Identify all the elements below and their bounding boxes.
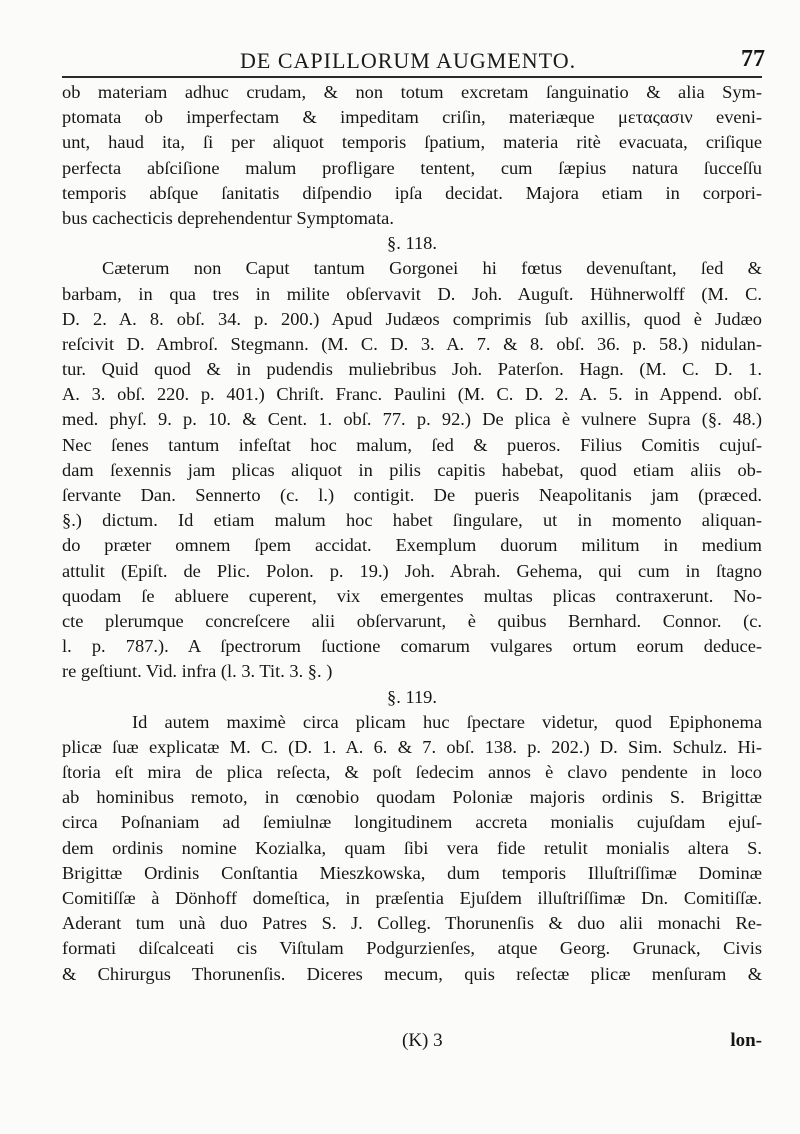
page-footer bbox=[62, 1030, 762, 1060]
page-header bbox=[60, 44, 765, 74]
text-line: plicæ ſuæ explicatæ M. C. (D. 1. A. 6. & 7. obſ. 138. p. 202.) D. Sim. Schulz. Hi- bbox=[62, 736, 762, 757]
text-line: A. 3. obſ. 220. p. 401.) Chriſt. Franc. Paulini (M. C. D. 2. A. 5. in Append. obſ. bbox=[62, 384, 762, 405]
text-line: perfecta abſciſione malum profligare tentent, cum ſæpius natura ſucceſſu bbox=[62, 157, 762, 178]
section-heading: §. 118. bbox=[387, 233, 437, 254]
text-line: tur. Quid quod & in pudendis muliebribus Joh. Paterſon. Hagn. (M. C. D. 1. bbox=[62, 359, 762, 380]
text-line: cte plerumque concreſcere alii obſervarunt, è quibus Bernhard. Connor. (c. bbox=[62, 610, 762, 631]
signature-mark: (K) 3 bbox=[402, 1030, 443, 1051]
text-line: unt, haud ita, ſi per aliquot temporis ſpatium, materia ritè evacuata, criſique bbox=[62, 132, 762, 153]
text-line: do præter omnem ſpem accidat. Exemplum duorum militum in medium bbox=[62, 535, 762, 556]
text-line: & Chirurgus Thorunenſis. Diceres mecum, quis reſectæ plicæ menſuram & bbox=[62, 963, 762, 984]
text-line: Id autem maximè circa plicam huc ſpectare videtur, quod Epiphonema bbox=[132, 711, 762, 732]
text-line: ſervante Dan. Sennerto (c. l.) contigit. De pueris Neapolitanis jam (præced. bbox=[62, 485, 762, 505]
body-text bbox=[62, 80, 762, 987]
text-line: ptomata ob imperfectam & impeditam criſin, materiæque μεταςασιν eveni- bbox=[62, 107, 762, 128]
text-line: dem ordinis nomine Kozialka, quam ſibi vera fide retulit monialis altera S. bbox=[62, 837, 762, 858]
text-line: med. phyſ. 9. p. 10. & Cent. 1. obſ. 77. p. 92.) De plica è vulnere Supra (§. 48.) bbox=[62, 409, 762, 430]
text-line: Aderant tum unà duo Patres S. J. Colleg. Thorunenſis & duo alii monachi Re- bbox=[62, 913, 762, 934]
text-line: barbam, in qua tres in milite obſervavit D. Joh. Auguſt. Hühnerwolff (M. C. bbox=[62, 283, 762, 304]
text-line: D. 2. A. 8. obſ. 34. p. 200.) Apud Judæos comprimis ſub axillis, quod è Judæo bbox=[62, 308, 762, 329]
text-line: ab hominibus remoto, in cœnobio quodam Poloniæ majoris ordinis S. Brigittæ bbox=[62, 787, 762, 808]
text-line: temporis abſque ſanitatis diſpendio ipſa decidat. Majora etiam in corpori- bbox=[62, 182, 762, 203]
text-line: ſtoria eſt mira de plica reſecta, & poſt ſedecim annos è clavo pendente in loco bbox=[62, 762, 762, 783]
section-heading: §. 119. bbox=[387, 686, 437, 707]
page-number: 77 bbox=[741, 46, 765, 72]
text-line: formati diſcalceati cis Viſtulam Podgurzienſes, atque Georg. Grunack, Civis bbox=[62, 938, 762, 959]
text-line: circa Poſnaniam ad ſemiulnæ longitudinem accreta monialis cujuſdam ejuſ- bbox=[62, 812, 762, 833]
text-line: bus cachecticis deprehendentur Symptomata. bbox=[62, 207, 394, 228]
text-line: Comitiſſæ à Dönhoff domeſtica, in præſentia Ejuſdem illuſtriſſimæ Dn. Comitiſſæ. bbox=[62, 888, 762, 908]
text-line: Cæterum non Caput tantum Gorgonei hi fœtus devenuſtant, ſed & bbox=[102, 258, 762, 279]
header-rule bbox=[62, 76, 762, 78]
running-title: DE CAPILLORUM AUGMENTO. bbox=[240, 48, 577, 73]
catchword: lon- bbox=[730, 1030, 762, 1051]
text-line: Nec ſenes tantum infeſtat hoc malum, ſed & pueros. Filius Comitis cujuſ- bbox=[62, 434, 762, 455]
text-line: re geſtiunt. Vid. infra (l. 3. Tit. 3. §. ) bbox=[62, 661, 333, 682]
text-line: reſcivit D. Ambroſ. Stegmann. (M. C. D. 3. A. 7. & 8. obſ. 36. p. 58.) nidulan- bbox=[62, 333, 762, 354]
text-line: dam ſexennis jam plicas aliquot in pilis capitis habebat, quod etiam aliis ob- bbox=[62, 459, 762, 480]
text-line: attulit (Epiſt. de Plic. Polon. p. 19.) Joh. Abrah. Gehema, qui cum in ſtagno bbox=[62, 560, 762, 581]
text-line: Brigittæ Ordinis Conſtantia Mieszkowska, dum temporis Illuſtriſſimæ Dominæ bbox=[62, 862, 762, 883]
text-line: l. p. 787.). A ſpectrorum ſuctione comarum vulgares ortum eorum deduce- bbox=[62, 636, 762, 657]
text-line: quodam ſe abluere cuperent, vix emergentes multas plicas contraxerunt. No- bbox=[62, 585, 762, 606]
text-line: §.) dictum. Id etiam malum hoc habet ſingulare, ut in momento aliquan- bbox=[62, 510, 762, 531]
text-line: ob materiam adhuc crudam, & non totum excretam ſanguinatio & alia Sym- bbox=[62, 82, 762, 102]
